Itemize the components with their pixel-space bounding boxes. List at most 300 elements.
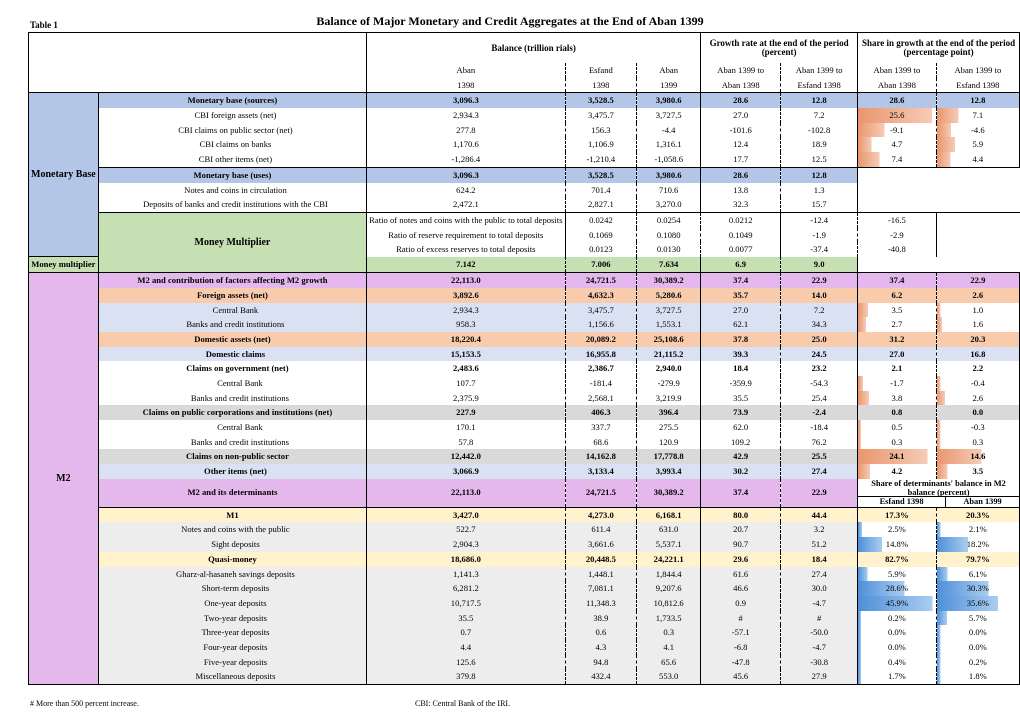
table-cell: 7.4 <box>858 152 937 167</box>
table-cell: 68.6 <box>565 435 637 450</box>
table-cell: 14.0 <box>781 288 858 303</box>
col-head: Esfand 1398 <box>781 78 858 93</box>
table-cell: 7.1 <box>936 108 1019 123</box>
table-row <box>29 391 1020 406</box>
table-cell: 30.3% <box>936 581 1019 596</box>
table-cell: 27.0 <box>701 108 781 123</box>
row-label: Claims on public corporations and institutions (net) <box>98 405 366 420</box>
table-cell: 109.2 <box>701 435 781 450</box>
table-cell: 28.6 <box>701 167 781 182</box>
table-cell: 61.6 <box>701 567 781 582</box>
table-cell: 27.0 <box>701 303 781 318</box>
table-cell: 0.0077 <box>701 242 781 257</box>
table-cell: 0.2% <box>858 611 937 626</box>
table-cell: 22.9 <box>936 273 1019 288</box>
table-cell: -279.9 <box>637 376 701 391</box>
table-cell: 3.5 <box>936 464 1019 479</box>
table-cell: 0.3 <box>858 435 937 450</box>
table-cell: 42.9 <box>701 449 781 464</box>
table-cell: 30,389.2 <box>637 273 701 288</box>
table-cell: 5.7% <box>936 611 1019 626</box>
table-cell: 107.7 <box>367 376 565 391</box>
table-row <box>29 435 1020 450</box>
table-cell: 4.1 <box>637 640 701 655</box>
table-cell: 3,427.0 <box>367 507 565 522</box>
table-cell: 27.4 <box>781 464 858 479</box>
table-cell: 23.2 <box>781 361 858 376</box>
table-cell: 2.1% <box>936 522 1019 537</box>
table-row <box>29 152 1020 167</box>
table-cell: 30.0 <box>781 581 858 596</box>
table-row <box>29 361 1020 376</box>
table-cell: 24.5 <box>781 347 858 362</box>
table-cell: 24,221.1 <box>637 552 701 567</box>
table-cell: 30.2 <box>701 464 781 479</box>
table-cell: -1,210.4 <box>565 152 637 167</box>
table-cell: 51.2 <box>781 537 858 552</box>
col-head: Aban <box>637 63 701 78</box>
footnote-cbi: CBI: Central Bank of the IRI. <box>415 699 511 708</box>
table-cell: 18.2% <box>936 537 1019 552</box>
table-row <box>29 522 1020 537</box>
aggregates-table <box>28 32 1020 685</box>
table-cell: 2.1 <box>858 361 937 376</box>
table-row <box>29 332 1020 347</box>
empty-cell <box>936 228 1019 243</box>
table-cell: 1,553.1 <box>637 317 701 332</box>
table-cell: 4,632.3 <box>565 288 637 303</box>
table-cell: 3.8 <box>858 391 937 406</box>
row-label: CBI other items (net) <box>98 152 366 167</box>
table-cell: 37.4 <box>701 273 781 288</box>
table-cell: 0.2% <box>936 655 1019 670</box>
table-cell: 82.7% <box>858 552 937 567</box>
table-cell: -181.4 <box>565 376 637 391</box>
table-cell: 2,940.0 <box>637 361 701 376</box>
table-cell: 14,162.8 <box>565 449 637 464</box>
table-cell: 396.4 <box>637 405 701 420</box>
table-cell: -57.1 <box>701 625 781 640</box>
table-cell: 12.8 <box>936 93 1019 108</box>
table-cell: 0.7 <box>367 625 565 640</box>
table-cell: 0.1080 <box>637 228 701 243</box>
table-cell: 35.5 <box>701 391 781 406</box>
table-cell: 14.8% <box>858 537 937 552</box>
table-cell: 4.7 <box>858 137 937 152</box>
table-cell: 1.6 <box>936 317 1019 332</box>
m2-share-header <box>858 479 1020 508</box>
table-row <box>29 611 1020 626</box>
table-cell: 1.0 <box>936 303 1019 318</box>
table-cell: 2,904.3 <box>367 537 565 552</box>
table-cell: 3.2 <box>781 522 858 537</box>
row-label: Quasi-money <box>98 552 366 567</box>
growth-header: Growth rate at the end of the period (percent) <box>701 33 858 64</box>
table-cell: 6.9 <box>701 257 781 273</box>
table-cell: 62.1 <box>701 317 781 332</box>
table-cell: 18,686.0 <box>367 552 565 567</box>
table-cell: 0.3 <box>936 435 1019 450</box>
table-cell: 0.4% <box>858 655 937 670</box>
table-cell: 1.8% <box>936 669 1019 684</box>
table-row <box>29 537 1020 552</box>
table-row <box>29 137 1020 152</box>
row-label: Deposits of banks and credit institutions with the CBI <box>98 197 366 212</box>
table-cell: 958.3 <box>367 317 565 332</box>
balance-header: Balance (trillion rials) <box>367 33 701 64</box>
table-cell: 2,827.1 <box>565 197 637 212</box>
table-cell: 3.5 <box>858 303 937 318</box>
table-cell: 624.2 <box>367 183 565 198</box>
table-cell: 3,528.5 <box>565 167 637 182</box>
table-cell: 277.8 <box>367 123 565 138</box>
table-cell: 3,219.9 <box>637 391 701 406</box>
m2-share-title: Share of determinants' balance in M2 balance (percent) <box>871 478 1006 498</box>
table-cell: 0.0% <box>858 625 937 640</box>
table-cell: 20,089.2 <box>565 332 637 347</box>
table-cell: 3,727.5 <box>637 303 701 318</box>
table-cell: 3,980.6 <box>637 93 701 108</box>
table-cell: 1,316.1 <box>637 137 701 152</box>
row-label: Gharz-al-hasaneh savings deposits <box>98 567 366 582</box>
table-cell: 7.2 <box>781 303 858 318</box>
table-cell: 10,717.5 <box>367 596 565 611</box>
table-cell: -16.5 <box>858 212 937 227</box>
table-cell: 17.7 <box>701 152 781 167</box>
table-row <box>29 479 1020 508</box>
table-row <box>29 288 1020 303</box>
section-label: M2 <box>29 273 99 685</box>
table-cell: 14.6 <box>936 449 1019 464</box>
table-row <box>29 212 1020 227</box>
table-cell: 62.0 <box>701 420 781 435</box>
table-cell: 0.0212 <box>701 212 781 227</box>
table-cell: 3,270.0 <box>637 197 701 212</box>
table-cell: # <box>701 611 781 626</box>
table-cell: 2.5% <box>858 522 937 537</box>
table-cell: 15,153.5 <box>367 347 565 362</box>
table-cell: -0.3 <box>936 420 1019 435</box>
table-cell: -1,058.6 <box>637 152 701 167</box>
table-cell: 0.0130 <box>637 242 701 257</box>
row-label: M2 and contribution of factors affecting M2 growth <box>98 273 366 288</box>
table-cell: 28.6 <box>701 93 781 108</box>
table-cell: 432.4 <box>565 669 637 684</box>
row-label: Banks and credit institutions <box>98 435 366 450</box>
row-label: Foreign assets (net) <box>98 288 366 303</box>
table-cell: 6,281.2 <box>367 581 565 596</box>
table-cell: -6.8 <box>701 640 781 655</box>
table-cell: -101.6 <box>701 123 781 138</box>
table-cell: 11,348.3 <box>565 596 637 611</box>
table-cell: 46.6 <box>701 581 781 596</box>
table-cell: -2.4 <box>781 405 858 420</box>
table-cell: 2.2 <box>936 361 1019 376</box>
row-label: Domestic claims <box>98 347 366 362</box>
table-cell: 0.1049 <box>701 228 781 243</box>
table-cell: 3,892.6 <box>367 288 565 303</box>
table-cell: -50.0 <box>781 625 858 640</box>
table-cell: 0.0 <box>936 405 1019 420</box>
table-cell: 7,081.1 <box>565 581 637 596</box>
table-row <box>29 552 1020 567</box>
table-row <box>29 183 1020 198</box>
row-label: Sight deposits <box>98 537 366 552</box>
table-cell: 553.0 <box>637 669 701 684</box>
table-cell: 120.9 <box>637 435 701 450</box>
table-cell: 6.1% <box>936 567 1019 582</box>
table-cell: 25.0 <box>781 332 858 347</box>
table-cell: 94.8 <box>565 655 637 670</box>
table-row <box>29 93 1020 108</box>
table-cell: 20,448.5 <box>565 552 637 567</box>
empty-cell <box>858 167 1020 182</box>
table-cell: 32.3 <box>701 197 781 212</box>
table-cell: 35.7 <box>701 288 781 303</box>
col-head: 1398 <box>565 78 637 93</box>
row-label: M2 and its determinants <box>98 479 366 508</box>
table-cell: 5.9% <box>858 567 937 582</box>
table-cell: -4.7 <box>781 596 858 611</box>
table-cell: 22,113.0 <box>367 273 565 288</box>
table-cell: 37.8 <box>701 332 781 347</box>
row-label: Central Bank <box>98 376 366 391</box>
table-cell: 10,812.6 <box>637 596 701 611</box>
table-cell: 80.0 <box>701 507 781 522</box>
table-row <box>29 567 1020 582</box>
empty-cell <box>936 242 1019 257</box>
col-head: Aban 1399 to <box>936 63 1019 78</box>
table-cell: 28.6 <box>858 93 937 108</box>
table-cell: 3,066.9 <box>367 464 565 479</box>
table-cell: 22,113.0 <box>367 479 565 508</box>
col-head: Aban <box>367 63 565 78</box>
row-label: Three-year deposits <box>98 625 366 640</box>
row-label: Notes and coins with the public <box>98 522 366 537</box>
table-row <box>29 625 1020 640</box>
table-cell: -40.8 <box>858 242 937 257</box>
page-title: Balance of Major Monetary and Credit Aggregates at the End of Aban 1399 <box>316 14 704 28</box>
table-cell: 90.7 <box>701 537 781 552</box>
table-cell: 18,220.4 <box>367 332 565 347</box>
table-cell: 3,475.7 <box>565 108 637 123</box>
table-cell: # <box>781 611 858 626</box>
row-label: Claims on non-public sector <box>98 449 366 464</box>
table-cell: 0.0% <box>936 625 1019 640</box>
row-label: Notes and coins in circulation <box>98 183 366 198</box>
empty-cell <box>858 183 1020 198</box>
table-cell: 337.7 <box>565 420 637 435</box>
table-cell: -12.4 <box>781 212 858 227</box>
table-cell: 1,844.4 <box>637 567 701 582</box>
table-cell: 7.634 <box>637 257 701 273</box>
table-cell: 0.0242 <box>565 212 637 227</box>
table-cell: 0.1069 <box>565 228 637 243</box>
table-cell: 45.9% <box>858 596 937 611</box>
row-label: One-year deposits <box>98 596 366 611</box>
table-cell: 1,106.9 <box>565 137 637 152</box>
table-cell: 3,661.6 <box>565 537 637 552</box>
row-label: Short-term deposits <box>98 581 366 596</box>
table-cell: 0.0123 <box>565 242 637 257</box>
table-cell: 2.6 <box>936 288 1019 303</box>
table-cell: 34.3 <box>781 317 858 332</box>
row-label: Other items (net) <box>98 464 366 479</box>
table-cell: 27.0 <box>858 347 937 362</box>
table-cell: 20.3% <box>936 507 1019 522</box>
table-cell: 24,721.5 <box>565 479 637 508</box>
table-cell: 7.006 <box>565 257 637 273</box>
table-cell: -4.7 <box>781 640 858 655</box>
col-head: 1398 <box>367 78 565 93</box>
table-cell: 4.3 <box>565 640 637 655</box>
table-cell: 76.2 <box>781 435 858 450</box>
col-head: Esfand <box>565 63 637 78</box>
table-cell: 24.1 <box>858 449 937 464</box>
table-cell: -1,286.4 <box>367 152 565 167</box>
col-head: Aban 1399 to <box>701 63 781 78</box>
table-row <box>29 464 1020 479</box>
table-cell: -37.4 <box>781 242 858 257</box>
table-cell: 29.6 <box>701 552 781 567</box>
table-cell: 406.3 <box>565 405 637 420</box>
table-cell: 37.4 <box>701 479 781 508</box>
table-cell: 4.4 <box>367 640 565 655</box>
table-cell: 3,096.3 <box>367 93 565 108</box>
table-cell: 631.0 <box>637 522 701 537</box>
row-label: Ratio of reserve requirement to total deposits <box>367 228 565 243</box>
table-cell: 0.6 <box>565 625 637 640</box>
table-cell: 39.3 <box>701 347 781 362</box>
table-cell: 2,483.6 <box>367 361 565 376</box>
m2-share-col2: Aban 1399 <box>945 497 1019 507</box>
table-cell: 2.7 <box>858 317 937 332</box>
table-row <box>29 347 1020 362</box>
table-row <box>29 273 1020 288</box>
table-cell: 21,115.2 <box>637 347 701 362</box>
footnote-hash: # More than 500 percent increase. <box>30 699 139 708</box>
table-cell: 30,389.2 <box>637 479 701 508</box>
m2-share-col1: Esfand 1398 <box>879 496 924 506</box>
table-cell: -359.9 <box>701 376 781 391</box>
table-cell: 65.6 <box>637 655 701 670</box>
row-label: Domestic assets (net) <box>98 332 366 347</box>
row-label: Ratio of notes and coins with the public to total deposits <box>367 212 565 227</box>
empty-cell <box>936 212 1019 227</box>
table-cell: 3,727.5 <box>637 108 701 123</box>
table-cell: 3,980.6 <box>637 167 701 182</box>
table-row <box>29 449 1020 464</box>
table-cell: 12,442.0 <box>367 449 565 464</box>
table-cell: 3,096.3 <box>367 167 565 182</box>
table-cell: 12.5 <box>781 152 858 167</box>
share-header: Share in growth at the end of the period (percentage point) <box>858 33 1020 64</box>
table-cell: 35.5 <box>367 611 565 626</box>
table-cell: 1,733.5 <box>637 611 701 626</box>
table-cell: 2,934.3 <box>367 108 565 123</box>
table-row <box>29 640 1020 655</box>
table-row <box>29 596 1020 611</box>
table-cell: 2,375.9 <box>367 391 565 406</box>
table-cell: 2,568.1 <box>565 391 637 406</box>
col-head: 1399 <box>637 78 701 93</box>
table-cell: -1.9 <box>781 228 858 243</box>
section-label: Money Multiplier <box>98 212 366 272</box>
table-cell: -4.4 <box>637 123 701 138</box>
table-cell: 2,386.7 <box>565 361 637 376</box>
empty-cell <box>858 257 1020 273</box>
table-cell: 170.1 <box>367 420 565 435</box>
table-label: Table 1 <box>30 20 58 30</box>
table-cell: 73.9 <box>701 405 781 420</box>
table-row <box>29 376 1020 391</box>
section-label: Monetary Base <box>29 93 99 257</box>
row-label: Banks and credit institutions <box>98 391 366 406</box>
col-head: Aban 1398 <box>858 78 937 93</box>
table-cell: 25.6 <box>858 108 937 123</box>
table-cell: 0.3 <box>637 625 701 640</box>
table-cell: 17.3% <box>858 507 937 522</box>
col-head: Aban 1399 to <box>781 63 858 78</box>
table-row <box>29 197 1020 212</box>
table-cell: 25,108.6 <box>637 332 701 347</box>
table-cell: 2,472.1 <box>367 197 565 212</box>
row-label: CBI claims on public sector (net) <box>98 123 366 138</box>
row-label: Monetary base (uses) <box>98 167 366 182</box>
row-label: Miscellaneous deposits <box>98 669 366 684</box>
table-cell: 37.4 <box>858 273 937 288</box>
row-label: CBI foreign assets (net) <box>98 108 366 123</box>
table-cell: 22.9 <box>781 273 858 288</box>
table-cell: 0.0254 <box>637 212 701 227</box>
table-cell: 15.7 <box>781 197 858 212</box>
table-cell: 25.4 <box>781 391 858 406</box>
table-cell: 156.3 <box>565 123 637 138</box>
table-cell: 4,273.0 <box>565 507 637 522</box>
table-cell: 79.7% <box>936 552 1019 567</box>
table-cell: 3,528.5 <box>565 93 637 108</box>
table-cell: 7.142 <box>367 257 565 273</box>
table-cell: 12.8 <box>781 93 858 108</box>
table-cell: 2.6 <box>936 391 1019 406</box>
row-label: Central Bank <box>98 420 366 435</box>
table-cell: 18.9 <box>781 137 858 152</box>
table-row <box>29 669 1020 684</box>
row-label: Ratio of excess reserves to total deposits <box>367 242 565 257</box>
table-cell: 27.4 <box>781 567 858 582</box>
table-cell: 28.6% <box>858 581 937 596</box>
table-cell: -30.8 <box>781 655 858 670</box>
table-cell: 522.7 <box>367 522 565 537</box>
table-cell: 0.5 <box>858 420 937 435</box>
row-label: M1 <box>98 507 366 522</box>
table-cell: 12.8 <box>781 167 858 182</box>
table-cell: 31.2 <box>858 332 937 347</box>
table-cell: 12.4 <box>701 137 781 152</box>
table-cell: 57.8 <box>367 435 565 450</box>
table-cell: 611.4 <box>565 522 637 537</box>
table-cell: 9.0 <box>781 257 858 273</box>
table-cell: 275.5 <box>637 420 701 435</box>
col-head: Aban 1398 <box>701 78 781 93</box>
table-cell: 24,721.5 <box>565 273 637 288</box>
table-cell: 18.4 <box>701 361 781 376</box>
table-cell: -54.3 <box>781 376 858 391</box>
table-cell: 4.4 <box>936 152 1019 167</box>
table-cell: 379.8 <box>367 669 565 684</box>
col-head: Esfand 1398 <box>936 78 1019 93</box>
table-cell: 38.9 <box>565 611 637 626</box>
